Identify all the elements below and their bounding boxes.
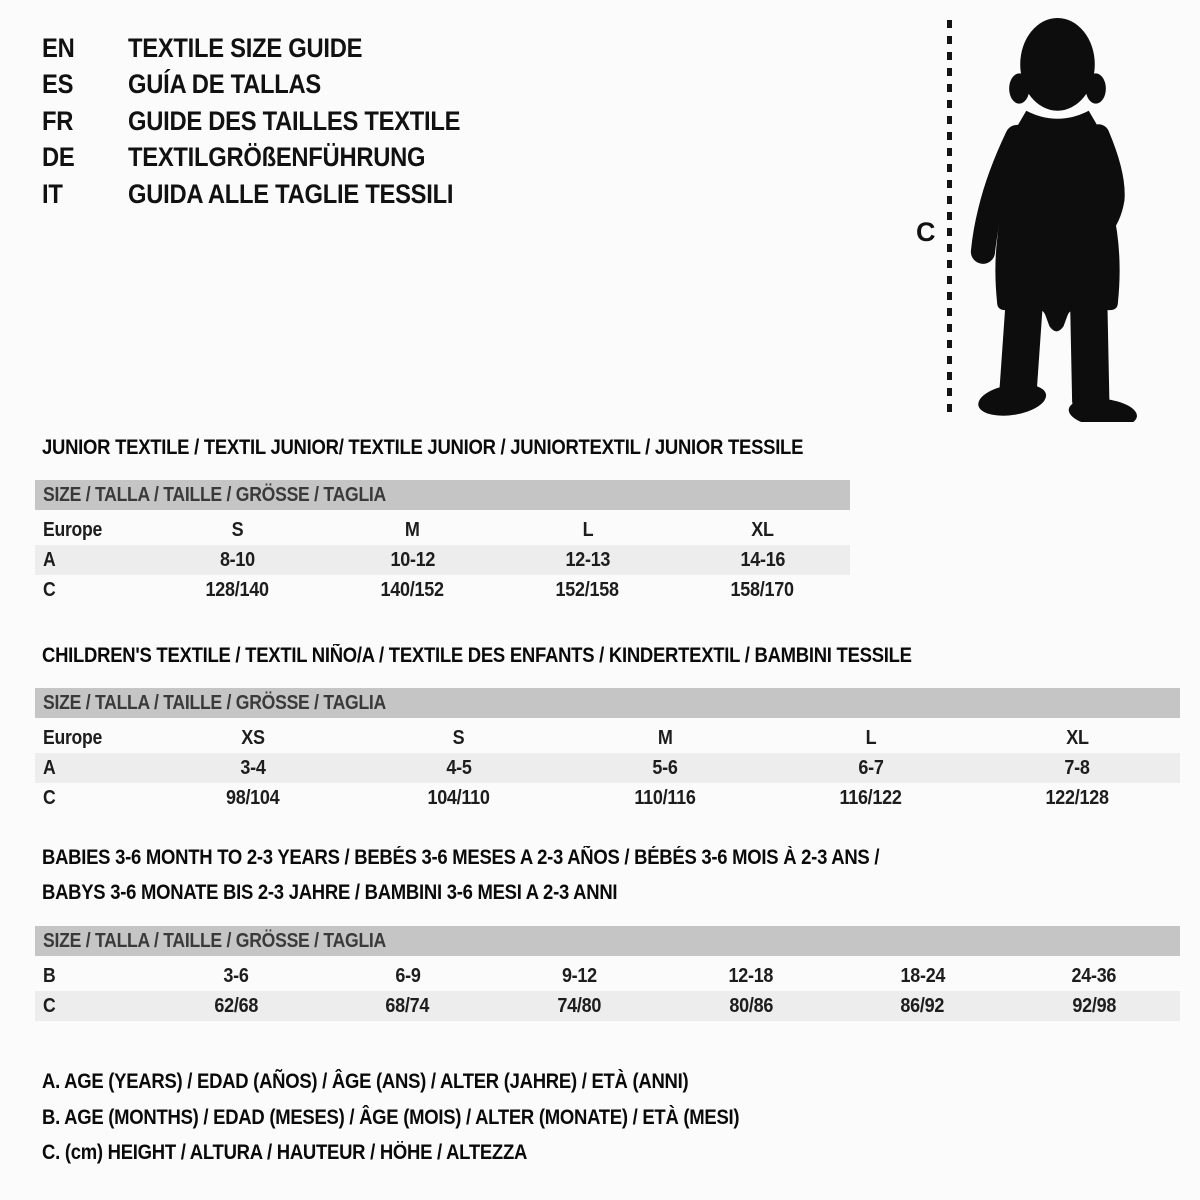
row-label: A <box>43 756 56 779</box>
legend-line-b: B. AGE (MONTHS) / EDAD (MESES) / ÂGE (MOIS) / ALTER (MONATE) / ETÀ (MESI) <box>42 1105 740 1129</box>
table-row <box>35 991 1180 1021</box>
table-cell: 98/104 <box>226 786 280 809</box>
row-label: C <box>43 578 56 601</box>
table-cell: 5-6 <box>652 756 678 779</box>
table-cell: 7-8 <box>1064 756 1090 779</box>
table-cell: 104/110 <box>427 786 491 809</box>
table-cell: 128/140 <box>205 578 270 601</box>
lang-row-en <box>42 30 506 67</box>
junior-size-table <box>35 480 850 605</box>
legend-line-a: A. AGE (YEARS) / EDAD (AÑOS) / ÂGE (ANS) / ALTER (JAHRE) / ETÀ (ANNI) <box>42 1070 689 1093</box>
height-dashed-line <box>947 20 952 418</box>
size-header-text: SIZE / TALLA / TAILLE / GRÖSSE / TAGLIA <box>43 484 387 506</box>
table-cell: 14-16 <box>740 548 785 571</box>
table-cell: 92/98 <box>1072 994 1117 1017</box>
table-cell: 80/86 <box>728 994 773 1017</box>
table-cell: 6-7 <box>858 756 884 779</box>
table-row <box>35 753 1180 783</box>
row-label: C <box>43 994 56 1017</box>
height-measure-figure <box>900 10 1170 430</box>
table-cell: 6-9 <box>394 964 421 987</box>
table-cell: 86/92 <box>900 994 945 1017</box>
table-cell: 18-24 <box>900 964 945 987</box>
table-cell: 74/80 <box>557 994 602 1017</box>
row-label: B <box>43 964 56 987</box>
table-cell: L <box>582 518 593 541</box>
lang-code: FR <box>42 105 74 136</box>
children-size-table <box>35 688 1180 813</box>
table-cell: S <box>453 726 465 749</box>
guide-title-it: GUIDA ALLE TAGLIE TESSILI <box>128 178 454 209</box>
table-cell: 122/128 <box>1045 786 1109 809</box>
table-cell: XS <box>241 726 265 749</box>
lang-code: ES <box>42 69 74 100</box>
table-cell: 4-5 <box>446 756 472 779</box>
babies-size-table <box>35 926 1180 1021</box>
junior-section-title <box>42 430 907 465</box>
lang-row-it <box>42 176 506 213</box>
lang-row-fr <box>42 103 506 140</box>
table-cell: 152/158 <box>555 578 620 601</box>
children-section-title <box>42 638 1030 673</box>
table-cell: S <box>231 518 244 541</box>
table-cell: 8-10 <box>220 548 255 571</box>
table-row <box>35 961 1180 991</box>
row-label: A <box>43 548 56 571</box>
table-cell: XL <box>751 518 774 541</box>
table-row <box>35 723 1180 753</box>
table-cell: M <box>405 518 420 541</box>
table-cell: 110/116 <box>634 786 696 809</box>
table-cell: 3-6 <box>223 964 249 987</box>
table-row <box>35 575 850 605</box>
table-cell: 12-13 <box>565 548 610 571</box>
legend-block <box>42 1064 834 1171</box>
language-title-block <box>42 30 506 213</box>
babies-title-line1: BABIES 3-6 MONTH TO 2-3 YEARS / BEBÉS 3-6 MESES A 2-3 AÑOS / BÉBÉS 3-6 MOIS À 2-3 ANS / <box>42 846 880 869</box>
table-cell: 10-12 <box>390 548 435 571</box>
lang-row-es <box>42 67 506 104</box>
babies-title-line2: BABYS 3-6 MONATE BIS 2-3 JAHRE / BAMBINI 3-6 MESI A 2-3 ANNI <box>42 881 618 904</box>
row-label: C <box>43 786 56 809</box>
guide-title-fr: GUIDE DES TAILLES TEXTILE <box>128 105 461 136</box>
children-table-rows <box>35 723 1180 813</box>
table-cell: 62/68 <box>213 994 258 1017</box>
table-cell: 140/152 <box>380 578 445 601</box>
table-row <box>35 783 1180 813</box>
guide-title-en: TEXTILE SIZE GUIDE <box>128 32 363 63</box>
table-cell: M <box>657 726 673 749</box>
babies-table-rows <box>35 961 1180 1021</box>
legend-line-c: C. (cm) HEIGHT / ALTURA / HAUTEUR / HÖHE / ALTEZZA <box>42 1141 528 1164</box>
table-row <box>35 515 850 545</box>
size-header-bar <box>35 926 1180 956</box>
toddler-silhouette-icon <box>968 14 1146 422</box>
table-cell: L <box>865 726 877 749</box>
size-header-bar <box>35 480 850 510</box>
lang-code: DE <box>42 142 75 173</box>
table-cell: 158/170 <box>730 578 795 601</box>
guide-title-de: TEXTILGRÖßENFÜHRUNG <box>128 142 426 173</box>
lang-code: IT <box>42 178 63 209</box>
table-cell: 116/122 <box>839 786 903 809</box>
table-cell: 9-12 <box>561 964 597 987</box>
table-cell: 24-36 <box>1071 964 1117 987</box>
table-row <box>35 545 850 575</box>
guide-title-es: GUÍA DE TALLAS <box>128 69 321 100</box>
table-cell: 12-18 <box>728 964 774 987</box>
table-cell: 68/74 <box>385 994 430 1017</box>
size-header-text: SIZE / TALLA / TAILLE / GRÖSSE / TAGLIA <box>43 930 387 952</box>
size-header-bar <box>35 688 1180 718</box>
lang-row-de <box>42 140 506 177</box>
measure-c-label: C <box>916 217 936 247</box>
children-title-text: CHILDREN'S TEXTILE / TEXTIL NIÑO/A / TEXTILE DES ENFANTS / KINDERTEXTIL / BAMBINI TESSILE <box>42 644 912 667</box>
row-label: Europe <box>43 518 103 541</box>
table-cell: XL <box>1065 726 1089 749</box>
row-label: Europe <box>43 726 103 749</box>
table-cell: 3-4 <box>240 756 266 779</box>
junior-table-rows <box>35 515 850 605</box>
junior-title-text: JUNIOR TEXTILE / TEXTIL JUNIOR/ TEXTILE JUNIOR / JUNIORTEXTIL / JUNIOR TESSILE <box>42 436 804 459</box>
babies-section-title <box>42 840 993 910</box>
lang-code: EN <box>42 32 75 63</box>
size-header-text: SIZE / TALLA / TAILLE / GRÖSSE / TAGLIA <box>43 692 387 714</box>
